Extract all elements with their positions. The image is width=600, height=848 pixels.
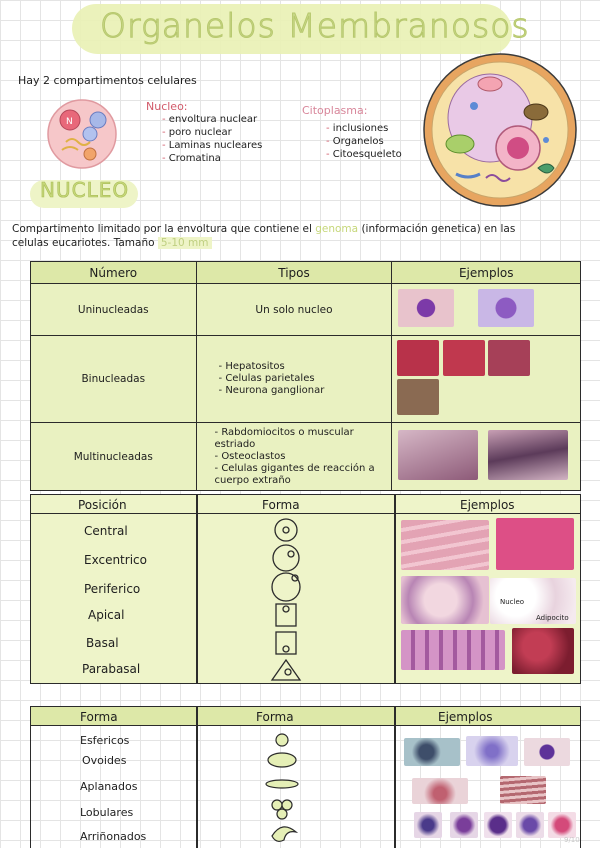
micrograph-image [412,778,468,804]
micrograph-image [450,812,478,838]
nucleo-heading: Nucleo: [146,100,188,113]
position-label: Central [84,524,128,538]
list-item: - Citoesqueleto [326,148,402,161]
table-header: Forma [80,710,118,724]
micrograph-image [443,340,485,376]
table-row [31,284,581,336]
examples-cell [392,423,581,491]
table-number [30,261,581,491]
nucleus-annotation: Nucleo [500,598,525,606]
position-label: Basal [86,636,119,650]
micrograph-image [516,812,544,838]
micrograph-image [488,340,530,376]
micrograph-image [401,576,489,624]
nucleus-illustration [42,98,124,172]
adipocyte-annotation: Adipocito [536,614,569,622]
micrograph-image [401,630,505,670]
list-item: - poro nuclear [162,126,262,139]
list-item: - Laminas nucleares [162,139,262,152]
nucleus-shape-icons [258,728,308,848]
basal-nucleus-shape [276,632,296,654]
position-label: Excentrico [84,553,147,567]
nucleo-list [162,113,262,165]
micrograph-image [488,430,568,480]
micrograph-image [401,520,489,570]
position-label: Parabasal [82,662,141,676]
micrograph-image [496,518,574,570]
peripheral-nucleus-shape [272,573,300,601]
shape-label: Aplanados [80,780,138,793]
shape-label: Ovoides [82,754,127,767]
list-item: - Cromatina [162,152,262,165]
micrograph-image [512,628,574,674]
position-shapes [262,514,310,684]
examples-cell [392,284,581,336]
position-label: Apical [88,608,125,622]
row-types [196,423,392,491]
micrograph-image [404,738,460,766]
size-highlight: 5-10 mm [158,237,212,249]
table-header: Forma [262,498,300,512]
examples-cell [392,336,581,423]
table-header: Ejemplos [438,710,493,724]
table-header: Ejemplos [460,498,515,512]
micrograph-image [397,379,439,415]
page-title: Organelos Membranosos [100,6,530,45]
list-item: - Organelos [326,135,402,148]
list-item: - Rabdomiocitos o muscular estriado [215,427,389,451]
row-type: Un solo nucleo [196,284,392,336]
cell-illustration [420,48,580,208]
micrograph-image [398,430,478,480]
apical-nucleus-shape [276,604,296,626]
excentric-nucleus-shape [273,545,299,571]
central-nucleus-shape [275,519,297,541]
list-item: - envoltura nuclear [162,113,262,126]
list-item: - Celulas gigantes de reacción a cuerpo extraño [215,463,389,487]
row-name: Uninucleadas [31,284,197,336]
micrograph-image [466,736,518,766]
micrograph-image [397,340,439,376]
micrograph-image [414,812,442,838]
ovoid-shape [268,753,296,767]
row-name: Multinucleadas [31,423,197,491]
table-header: Número [31,262,197,284]
list-item: - Celulas parietales [219,373,392,385]
row-types [196,336,392,423]
genoma-highlight: genoma [315,223,359,235]
citoplasma-heading: Citoplasma: [302,104,368,117]
micrograph-image [524,738,570,766]
table-row [31,336,581,423]
lobular-shape [272,800,282,810]
intro-text: Hay 2 compartimentos celulares [18,74,197,87]
spherical-shape [276,734,288,746]
kidney-shape [272,827,296,841]
table-row [31,423,581,491]
micrograph-image [478,289,534,327]
shape-label: Arriñonados [80,830,147,843]
micrograph-image [398,289,454,327]
citoplasma-list [326,122,402,161]
flattened-shape [266,780,298,788]
page-number: 9/10 [564,836,580,844]
position-label: Periferico [84,582,141,596]
shape-label: Esfericos [80,734,130,747]
table-header: Forma [256,710,294,724]
description-line-1: Compartimento limitado por la envoltura que contiene el genoma (información genetica) en las [12,223,516,235]
table-header: Tipos [196,262,392,284]
table-header: Ejemplos [392,262,581,284]
svg-text:N: N [66,117,73,127]
description-line-2: celulas eucariotes. Tamaño 5-10 mm [12,236,212,250]
row-name: Binucleadas [31,336,197,423]
micrograph-image [500,776,546,804]
list-item: - Osteoclastos [215,451,389,463]
micrograph-image [548,812,576,838]
shape-label: Lobulares [80,806,134,819]
list-item: - Neurona ganglionar [219,385,392,397]
micrograph-image [484,812,512,838]
table-header: Posición [78,498,127,512]
list-item: - Hepatositos [219,361,392,373]
nucleo-label: NUCLEO [40,178,130,202]
list-item: - inclusiones [326,122,402,135]
